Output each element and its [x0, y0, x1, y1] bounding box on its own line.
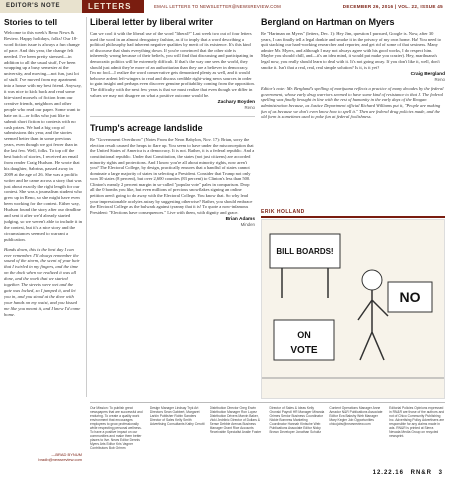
masthead-col1: Our Mission: To publish great newspapers that are successful and enduring. To create a quality work environment that encourages employees to grow professionally while respecting personal wellness. To have a positive impact on our communities and make them better places to live. News Editor Dennis Myers Arts Editor Kris Vagner Contributors Bob Grimm	[90, 406, 143, 450]
page-number: 3	[438, 470, 443, 476]
paper-name: RN&R	[410, 470, 432, 476]
letter1-title: Liberal letter by liberal writer	[90, 17, 214, 27]
letter3-place: Reno	[434, 77, 445, 83]
letter2-place: Minden	[240, 222, 255, 228]
signature	[4, 452, 82, 462]
sign-vote-text: VOTE	[290, 345, 318, 356]
cartoon	[261, 219, 445, 399]
letter3-editor-note: Editor's note: Mr. Bergland's spelling of marijuana reflects a practice of many decades by the federal government, whose early drug warriors seemed to have some kind of resistance to that J. The federal spelling was finally brought in line with the rest of humanity in the early days of the Reagan administration because, as Justice Department official Richard Williams put it, "People are making fun of us because we don't even know how to spell it." Then are federal drug policies made, and the old form is sometimes used to poke fun at federal foolishness.	[261, 86, 444, 120]
letters-column-left	[90, 17, 255, 227]
masthead-col6: Editorial Policies Opinions expressed in RN&R are those of the authors and not of Chico Community Publishing Inc. Advertising Policy Advertisers are responsible for any claims made in ads. RN&R is printed at Sierra Nevada Media Group on recycled newsprint.	[389, 406, 445, 438]
masthead-col4: Director of Sales & Ideas Kelly Gronski Payroll HR Manager Miranda Grimes Senior Business Coordinator Nickie Bonness Marketing Coordinator Hannah Kintsche Web Publications Associate Editor Nicky Brown Developer Jonathan Schultz	[269, 406, 325, 434]
editors-note	[4, 17, 82, 437]
masthead-col2: Design Manager Lindsay Tryk Art Directors Sean Gabbert, Margaret Larkin Publisher Robin Sanders Director of Sales Kelly Smith Advertising Consultants Kathy Cerutti	[149, 406, 205, 426]
editors-note-title: Stories to tell	[4, 17, 58, 27]
letters-column-right	[261, 17, 445, 120]
editors-note-body: Welcome to this week's Reno News & Review. Happy holidays, folks! Our 18-word fiction issue is always a fun change of pace. And this year, the change felt needed. I've been pretty stressed—in addition to all the usual stuff, I've been wrapping up a busy semester at the university, and moving—not fun, just lot of stuff. I've moved from my apartment into a house with my best friend. Anyway, it was nice to kick back and read some bite-sized morsels of fiction from our creative friends, neighbors and other people who read our paper. Some want to hate on it—or folks who just like to submit short fiction to contests with no cash prizes. We had a big crop of submissions this year, and the stories seemed better than in some previous years, even though we got fewer than in the last few. Well, folks. To top off the best batch of stories, I received an email from reader Craig Hudson. He wrote that his daughter, Sabrina, passed away in 2009 at the age of 26. She was a prolific writer and he came across a story that was just about exactly the right length for our contest. She was a journalism student who grew up in Reno, so she might have even been working for the contest. Either way, Hudson found the story after our deadline and sent it after we'd already started judging, so we weren't able to include it in the contest, but it's a nice story and the circumstances seemed to warrant a publication.	[4, 30, 82, 242]
top-bar	[0, 0, 449, 13]
sign-no-text: NO	[399, 289, 421, 305]
letter3-title: Bergland on Hartman on Myers	[261, 17, 395, 27]
billboard-text: BILL BOARDS!	[276, 247, 334, 256]
letter1-author: Zachary Boyden	[217, 100, 255, 106]
letter1-byline	[90, 100, 255, 110]
page-footer	[369, 470, 443, 476]
letter3-body: Re "Hartman on Myers" (letters, Dec. 1): Hey Jim, question I pursued, Google is. Now, after 30 years, I can finally tell a legal donkie and smoke it in the privacy of my own home. Ha! You need to quit stacking our hard-working researcher and reporter, and get rid of some of that sexiness. Many admire Mr. Myers, and although I may not always agree with his good works, I do respect him. Maybe you should chill, and—it's an idea mind, it would put make you crazier). Hey, marihuana's legal now, you really should learn to deal with it. It's not going away. If you don't like it, well, don't smoke it. Isn't that a real, real, real simple solution? Is it, is it yet?	[261, 31, 441, 70]
issue-date: DECEMBER 26, 2016 | VOL. 22, ISSUE 45	[342, 4, 443, 9]
divider	[90, 116, 255, 117]
cartoon-credit: ERIK HOLLAND	[261, 209, 445, 218]
page-date: 12.22.16	[372, 470, 404, 476]
letter2-title: Trump's acreage landslide	[90, 123, 203, 134]
letter1-place: Reno	[244, 105, 255, 111]
masthead-col5: Content Operations Manager Anne Amador N&R Publications Associate Editor Eva Bakshy Web Manager Mary Kegler Job Opportunities chicojobs@newsreview.com	[329, 406, 383, 426]
letters-label: LETTERS	[82, 0, 144, 13]
editors-note-poem: Hands down, this is the best day I can ever remember. I'll always remember the sound of the storm, the scent of your hair that I twirled in my fingers, and the time on the dock when we realized it was all done, and the work that we started together. The streets were wet and the gate was locked, so I jumped it, and let you in, and you stood at the door with your hands on my waist, and you kissed me like you meant it, and I knew I'd come home.	[4, 246, 81, 317]
cartoon-illustration	[262, 220, 444, 398]
letter1-body: Can we cool it with the liberal use of the word "liberal?" Last week two out of four letters used the word in an almost derogatory fashion, as if to imply that a word describing a political philosophy had inherent negative qualities by merit of its existence. It's this kind of discourse that shuts everything down. If you're convinced that the other side is inherently wrong because of their beliefs, you will find that discussing and participating in democratic politics will be extremely difficult. If that's the way one sees the world, they should just admit they're more of an authoritarian than they are a believer in democracy. I'm no fool—I realize the word conservative gets demonized plenty as well, and it would behoove ardent left-wingers to read and discuss credible right-wing news sources in order to gain insight and perhaps even discover genuine profitability coming from the opposition. The difficulty with the next few years is that we must realize that even though we differ in values we may not disagree on what a positive outcome would be.	[90, 31, 255, 98]
letter2-byline	[90, 217, 255, 227]
sign-on-text: ON	[297, 330, 311, 340]
masthead	[90, 402, 445, 466]
signature-name: —BRAD BYNUM	[51, 452, 82, 457]
letter2-body: Re "Government Overthrow" (Notes From the Neon Babylon, Nov. 17): Brian, sorry the election result caused the heaps to flare up. You seem to have under the misconception that the United States of America is a democracy. It is not. Rather, it is a federal republic. And a constitutional republic. Under that Constitution, the states (not just citizens) are accorded minority rights and protections. And I know you're all about minority rights, now aren't you? The Electoral College, by design, practically ensures that a handful of states cannot dominate a large majority of states in selecting a President. Consider that Trump not only won 30 states (8 percent), but over 2,600 counties (83 percent) to Clinton's less than 500. Clinton's measly 2 percent margin in so-called "popular vote" pales in comparison. Drop all the 0 bombs you like, but even millions of precious snowflakes signing an online petition aren't going to do away with the Electoral College. You know that. So why lead your impressionable acolytes astray by suggesting otherwise? Rather, you should embrace the Electoral College as the bulwark against tyranny that it is! To quote a now-infamous President: "Elections have consequences." Live with them, with dignity and grace.	[90, 137, 255, 215]
letter3-author: Craig Bergland	[410, 72, 445, 78]
section-label: EDITOR'S NOTE	[0, 0, 82, 13]
signature-email[interactable]: bradb@newsreview.com	[38, 457, 82, 462]
email-link[interactable]: EMAIL LETTERS TO NEWSLETTER@NEWSREVIEW.COM	[154, 4, 281, 9]
letter2-author: Brian Adams	[225, 217, 255, 223]
column-divider	[86, 17, 87, 397]
masthead-col3: Distribution Director Greg Erwin Distribution Manager Ron Lopez Distribution Drivers Marvin Baker, Vicki Jedrlinic Director of Dollars & Sense Debbie Arenas Business Manager Grant Rice Accounts Receivable Specialist Analie Foster	[209, 406, 262, 434]
letter3-byline	[261, 72, 445, 82]
